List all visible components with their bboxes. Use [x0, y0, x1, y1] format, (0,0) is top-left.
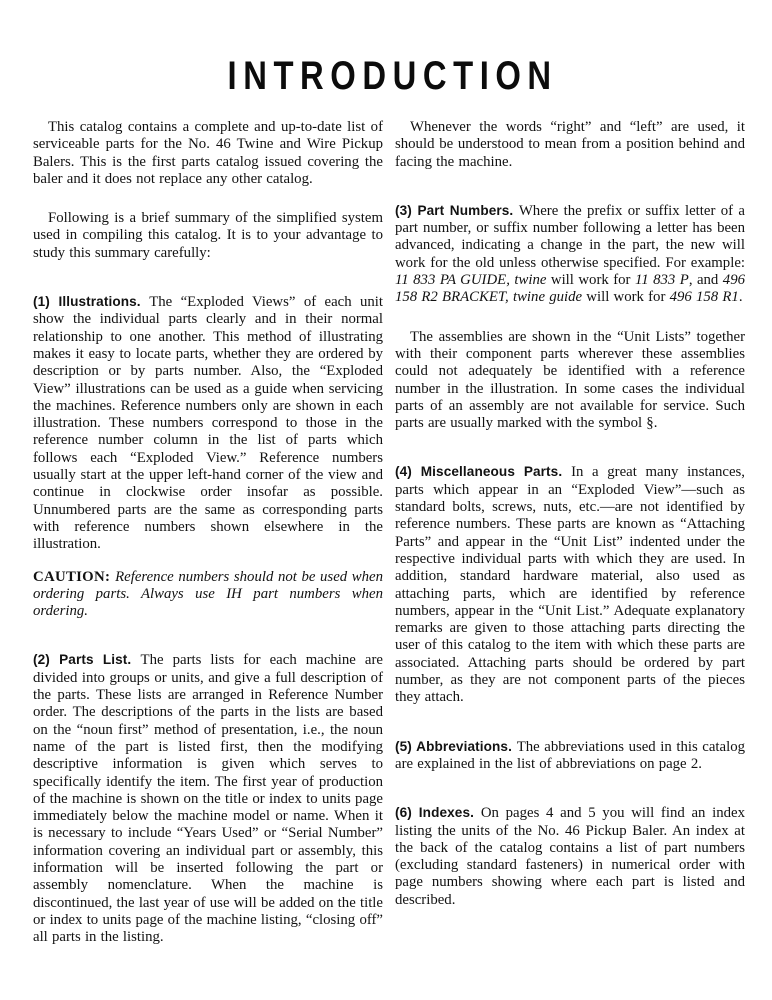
body-paragraph [395, 329, 745, 433]
section-label: (3) Part Numbers. [395, 202, 519, 218]
text-run: Whenever the words “right” and “left” are used, it should be understood to mean from a position behind and facing the machine. [395, 119, 745, 170]
text-run: On pages 4 and 5 you will find an index listing the units of the No. 46 Pickup Baler. An index at the back of the catalog contains a list of part numbers (excluding standard fasteners) in numerical order with page numbers showing where each part is listed and described. [395, 805, 745, 908]
section-label: (1) Illustrations. [33, 294, 150, 310]
text-run: will work for [582, 289, 670, 306]
numbered-paragraph [395, 202, 745, 307]
title-row [33, 56, 745, 98]
section-label: (4) Miscellaneous Parts. [395, 464, 572, 480]
section-label: (2) Parts List. [33, 652, 141, 668]
text-run: Where the prefix or suffix letter of a part number, or suffix number following a letter has been advanced, indicating a change in the part, the new will work for the old unless otherwise specified. For example: [395, 202, 745, 271]
text-run: 496 158 R1 [669, 289, 739, 306]
text-run: CAUTION: [33, 568, 116, 585]
text-run: This catalog contains a complete and up-to-date list of serviceable parts for the No. 46 Twine and Wire Pickup Balers. This is the first parts catalog issued covering the baler and it does not replace any other catalog. [33, 119, 383, 187]
text-run: . [738, 289, 743, 306]
text-run: 11 833 PA GUIDE, twine [395, 272, 547, 289]
caution-paragraph [33, 569, 383, 621]
body-paragraph [395, 119, 745, 171]
right-column [395, 119, 745, 946]
numbered-paragraph [33, 293, 383, 553]
numbered-paragraph [395, 463, 745, 706]
text-run: 496 158 R2 BRACKET, twine guide [395, 272, 745, 306]
text-run: , and [688, 272, 723, 289]
left-column [33, 119, 383, 946]
text-run: 11 833 P [634, 272, 689, 289]
text-run: The parts lists for each machine are divided into groups or units, and give a full description of the parts. These lists are arranged in Reference Number order. The descriptions of the parts in the lists are based on the “noun first” method of presentation, i.e., the noun name of the part is listed first, then the modifying descriptive information is given which serves to specifically identify the item. The first year of production of the machine is shown on the title or index to units page immediately below the machine model or name. When it is necessary to include “Years Used” or “Serial Number” information covering an individual part or assembly, this information will be inserted following the part or assembly nomenclature. When the machine is discontinued, the last year of use will be added on the title or index to units page of the machine listing, “closing off” all parts in the listing. [33, 652, 383, 946]
body-paragraph [33, 210, 383, 262]
section-label: (5) Abbreviations. [395, 738, 517, 754]
numbered-paragraph [33, 651, 383, 946]
page-title: INTRODUCTION [227, 54, 558, 98]
section-label: (6) Indexes. [395, 805, 481, 821]
numbered-paragraph [395, 738, 745, 774]
text-run: The abbreviations used in this catalog are explained in the list of abbreviations on page 2. [395, 738, 745, 772]
numbered-paragraph [395, 804, 745, 909]
text-run: The assemblies are shown in the “Unit Lists” together with their component parts wherever these assemblies could not adequately be identified with a reference number in the illustration. In some cases the individual parts of an assembly are not available for service. Such parts are usually marked with the symbol §. [395, 328, 745, 432]
text-run: will work for [546, 272, 635, 289]
text-run: Reference numbers should not be used when ordering parts. Always use IH part numbers when ordering. [33, 568, 383, 620]
text-run: The “Exploded Views” of each unit show the individual parts clearly and in their normal relationship to one another. This method of illustrating makes it easy to locate parts, whether they are ordered by description or by parts number. Also, the “Exploded View” illustrations can be used as a guide when servicing the machines. Reference numbers only are shown in each illustration. These numbers correspond to those in the reference number column in the list of parts which follows each “Exploded View.” Reference numbers usually start at the upper left-hand corner of the view and continue in clockwise order insofar as possible. Unnumbered parts are the same as corresponding parts with reference numbers shown elsewhere in the illustration. [33, 294, 383, 553]
body-paragraph [33, 119, 383, 188]
text-run: Following is a brief summary of the simplified system used in compiling this catalog. It is to your advantage to study this summary carefully: [33, 210, 383, 261]
text-run: In a great many instances, parts which appear in an “Exploded View”—such as standard bolts, screws, nuts, etc.—are not identified by reference numbers. These parts are known as “Attaching Parts” and appear in the “Unit List” indented under the respective individual parts with which they are used. In addition, standard hardware material, also used as attaching parts, which are identified by reference numbers, appear in the “Unit List.” Adequate explanatory remarks are given to those attaching parts directing the user of this catalog to the item with which these parts are associated. Attaching parts should be ordered by part number, as they are not component parts of the pieces they attach. [395, 464, 746, 706]
two-column-body [33, 119, 745, 946]
